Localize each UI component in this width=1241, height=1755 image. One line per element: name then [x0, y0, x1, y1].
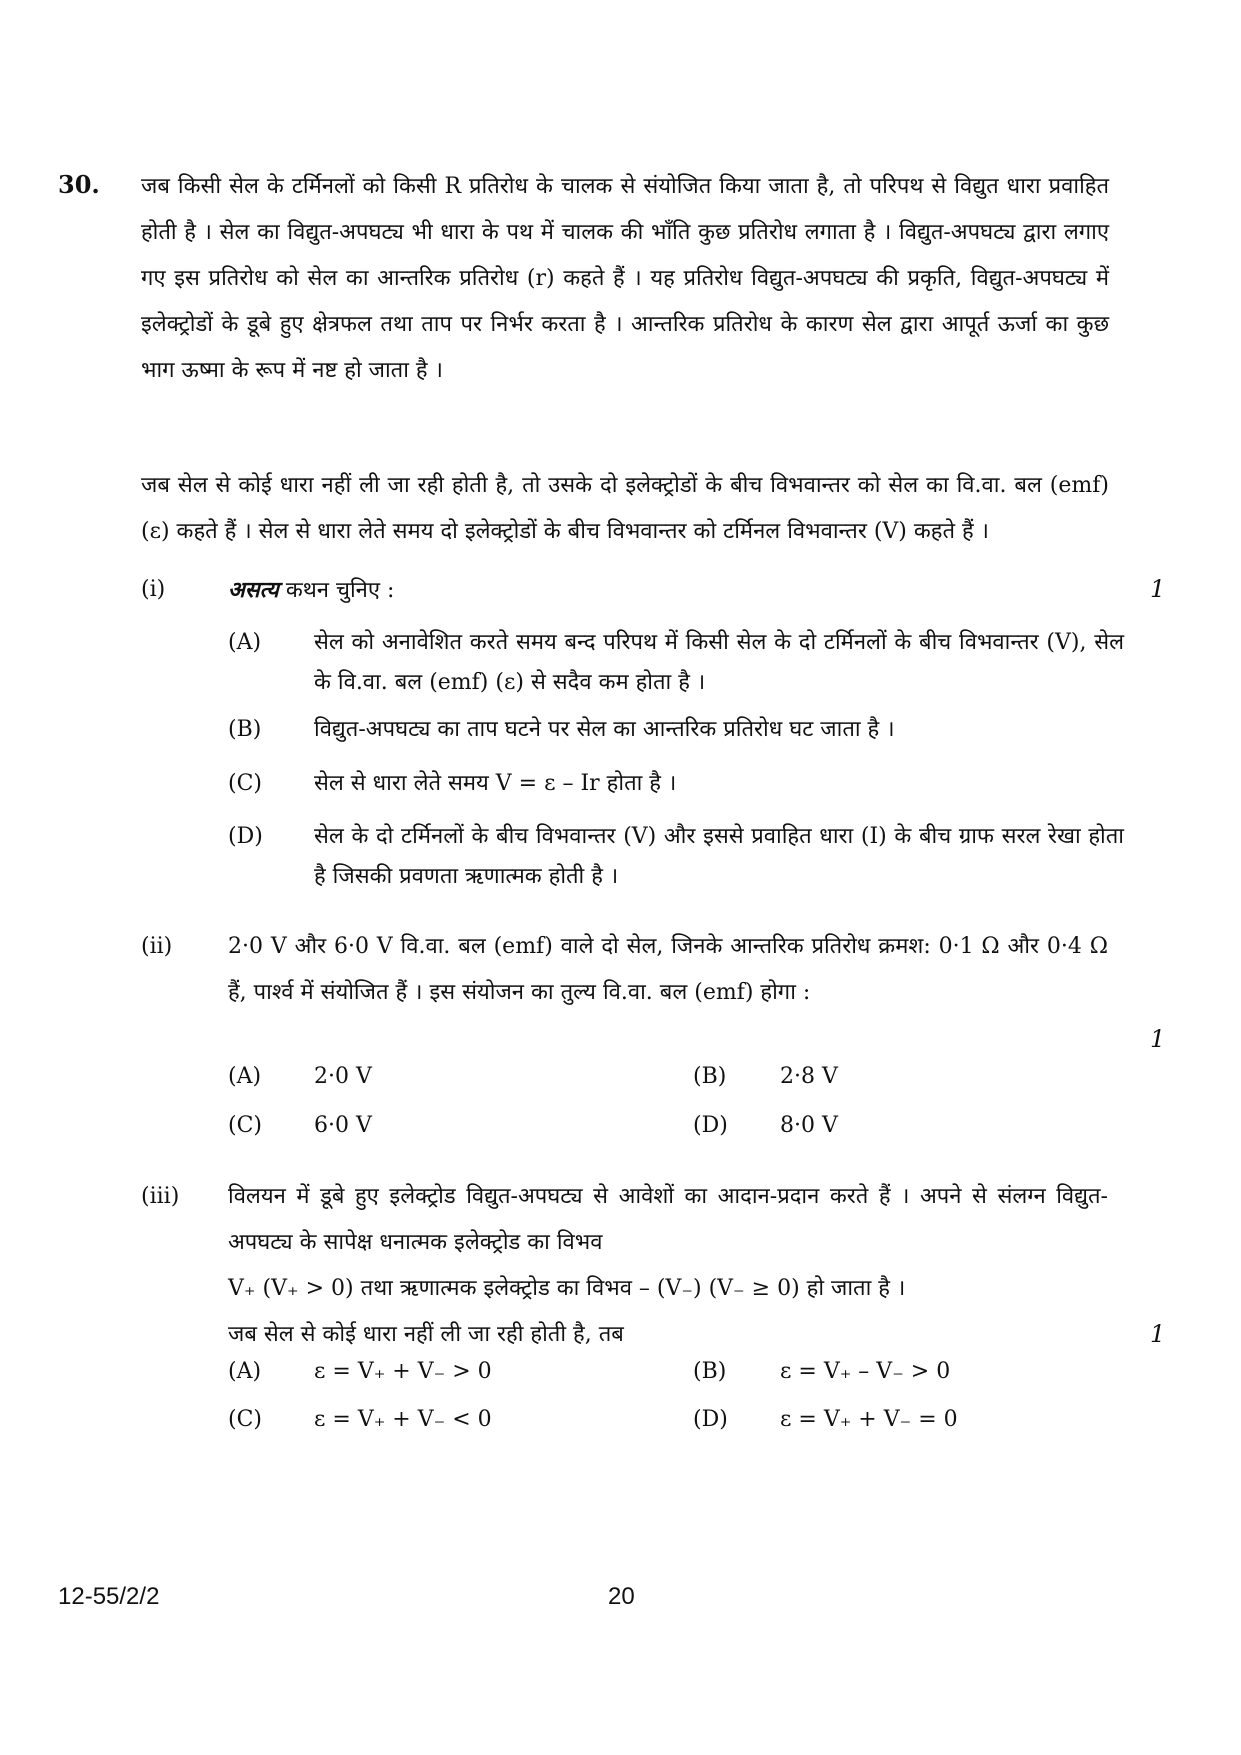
- subq-1-option-b-label: (B): [228, 717, 262, 742]
- paper-code: 12-55/2/2: [58, 1583, 160, 1610]
- subq-2-option-c-label: (C): [228, 1113, 262, 1138]
- subq-3-option-b-label: (B): [693, 1359, 727, 1384]
- subq-3-option-a-label: (A): [228, 1359, 262, 1384]
- subq-1-option-a-text: सेल को अनावेशित करते समय बन्द परिपथ में किसी सेल के दो टर्मिनलों के बीच विभवान्तर (V), सेल के वि.वा. बल (emf) (ε) से सदैव कम होता है ।: [314, 630, 1124, 695]
- subq-1-option-d-label: (D): [228, 824, 263, 849]
- page-number: 20: [608, 1583, 635, 1610]
- subq-1-option-d-text: सेल के दो टर्मिनलों के बीच विभवान्तर (V) और इससे प्रवाहित धारा (I) के बीच ग्राफ सरल रेखा होता है जिसकी प्रवणता ऋणात्मक होती है ।: [314, 824, 1124, 889]
- subq-3-option-d-text: ε = V₊ + V₋ = 0: [780, 1407, 958, 1432]
- subq-1-option-c-text: सेल से धारा लेते समय V = ε – Ir होता है ।: [314, 771, 677, 796]
- subq-3-marks: 1: [1150, 1320, 1166, 1348]
- subq-1-prompt: [228, 567, 1108, 614]
- subq-3-option-c-label: (C): [228, 1407, 262, 1432]
- passage-paragraph-1: जब किसी सेल के टर्मिनलों को किसी R प्रतिरोध के चालक से संयोजित किया जाता है, तो परिपथ से विद्युत धारा प्रवाहित होती है । सेल का विद्युत-अपघट्य भी धारा के पथ में चालक की भाँति कुछ प्रतिरोध लगाता है । विद्युत-अपघट्य द्वारा लगाए गए इस प्रतिरोध को सेल का आन्तरिक प्रतिरोध (r) कहते हैं । यह प्रतिरोध विद्युत-अपघट्य की प्रकृति, विद्युत-अपघट्य में इलेक्ट्रोडों के डूबे हुए क्षेत्रफल तथा ताप पर निर्भर करता है । आन्तरिक प्रतिरोध के कारण सेल द्वारा आपूर्त ऊर्जा का कुछ भाग ऊष्मा के रूप में नष्ट हो जाता है ।: [141, 174, 1109, 383]
- passage-paragraph-2: जब सेल से कोई धारा नहीं ली जा रही होती है, तो उसके दो इलेक्ट्रोडों के बीच विभवान्तर को सेल का वि.वा. बल (emf) (ε) कहते हैं । सेल से धारा लेते समय दो इलेक्ट्रोडों के बीच विभवान्तर को टर्मिनल विभवान्तर (V) कहते हैं ।: [141, 473, 1109, 544]
- subq-3-option-c-text: ε = V₊ + V₋ < 0: [314, 1407, 492, 1432]
- subq-3-label: (iii): [141, 1184, 180, 1209]
- subq-3-option-b-text: ε = V₊ – V₋ > 0: [780, 1359, 951, 1384]
- subq-2-option-d-label: (D): [693, 1113, 728, 1138]
- subq-3-prompt-2: V₊ (V₊ > 0) तथा ऋणात्मक इलेक्ट्रोड का विभव – (V₋) (V₋ ≥ 0) हो जाता है ।: [228, 1276, 906, 1301]
- subq-1-emphasis: असत्य: [228, 577, 279, 603]
- subq-3-prompt-1: विलयन में डूबे हुए इलेक्ट्रोड विद्युत-अपघट्य से आवेशों का आदान-प्रदान करते हैं । अपने से संलग्न विद्युत-अपघट्य के सापेक्ष धनात्मक इलेक्ट्रोड का विभव: [228, 1184, 1108, 1255]
- subq-1-text: कथन चुनिए :: [278, 578, 395, 603]
- subq-1-label: (i): [141, 577, 166, 602]
- subq-2-option-c-text: 6·0 V: [314, 1113, 372, 1138]
- subq-1-option-b-text: विद्युत-अपघट्य का ताप घटने पर सेल का आन्तरिक प्रतिरोध घट जाता है ।: [314, 717, 895, 742]
- subq-1-option-a-label: (A): [228, 630, 262, 655]
- subq-2-marks: 1: [1150, 1025, 1166, 1053]
- question-number: 30.: [58, 170, 100, 199]
- subq-2-option-d-text: 8·0 V: [780, 1113, 838, 1138]
- subq-2-option-b-text: 2·8 V: [780, 1064, 838, 1089]
- subq-2-prompt: 2·0 V और 6·0 V वि.वा. बल (emf) वाले दो सेल, जिनके आन्तरिक प्रतिरोध क्रमश: 0·1 Ω और 0·4 Ω हैं, पार्श्व में संयोजित हैं । इस संयोजन का तुल्य वि.वा. बल (emf) होगा :: [228, 934, 1108, 1005]
- subq-1-marks: 1: [1150, 575, 1166, 603]
- subq-3-prompt-3: जब सेल से कोई धारा नहीं ली जा रही होती है, तब: [228, 1322, 624, 1347]
- subq-3-option-d-label: (D): [693, 1407, 728, 1432]
- subq-2-label: (ii): [141, 934, 173, 959]
- subq-1-option-c-label: (C): [228, 771, 262, 796]
- subq-2-option-a-text: 2·0 V: [314, 1064, 372, 1089]
- subq-3-option-a-text: ε = V₊ + V₋ > 0: [314, 1359, 492, 1384]
- subq-2-option-a-label: (A): [228, 1064, 262, 1089]
- subq-2-option-b-label: (B): [693, 1064, 727, 1089]
